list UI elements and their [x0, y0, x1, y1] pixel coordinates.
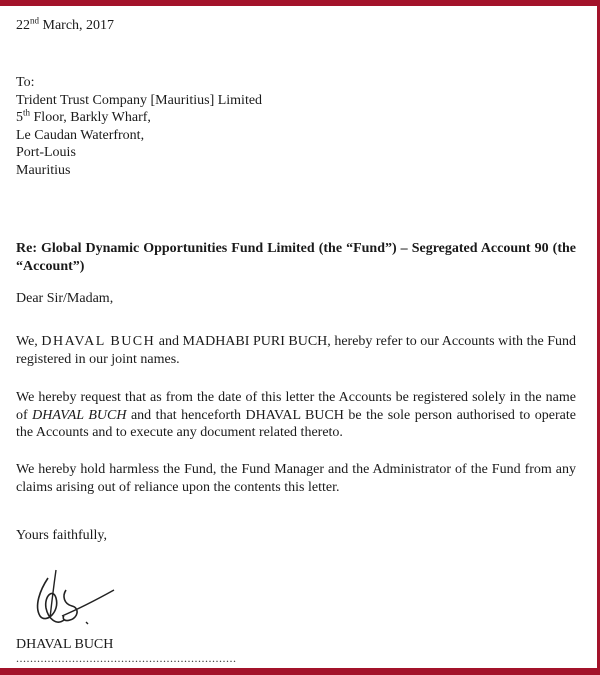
paragraph-2: We hereby request that as from the date of this letter the Accounts be registered solely in the name of DHAVAL BUCH and that henceforth DHAVAL BUCH be the sole person authorised to operate the Accounts and to execute any document related thereto.: [16, 390, 576, 440]
address-line-4: Port-Louis: [16, 145, 76, 160]
top-border: [0, 0, 600, 6]
salutation: Dear Sir/Madam,: [16, 291, 114, 306]
address-line-1: Trident Trust Company [Mauritius] Limited: [16, 92, 263, 108]
letter-date: 22nd March, 2017: [16, 15, 115, 33]
paragraph-3: We hereby hold harmless the Fund, the Fund Manager and the Administrator of the Fund from any claims arising out of reliance upon the contents this letter.: [16, 462, 576, 495]
address-line-3: Le Caudan Waterfront,: [16, 127, 145, 143]
to-label: To:: [16, 75, 35, 90]
recipient-address: [16, 74, 262, 179]
dotted-line: ...............................................................: [16, 651, 237, 665]
paragraph-1: We, DHAVAL BUCH and MADHABI PURI BUCH, hereby refer to our Accounts with the Fund registered in our joint names.: [16, 334, 576, 367]
address-line-2: 5th Floor, Barkly Wharf,: [16, 107, 151, 125]
address-line-5: Mauritius: [16, 162, 71, 178]
signature-icon: [26, 560, 136, 635]
bottom-border: [0, 668, 600, 675]
closing: Yours faithfully,: [16, 528, 108, 543]
subject-line: Re: Global Dynamic Opportunities Fund Limited (the “Fund”) – Segregated Account 90 (the “Account”): [16, 241, 576, 274]
signer-name: DHAVAL BUCH: [16, 637, 114, 652]
